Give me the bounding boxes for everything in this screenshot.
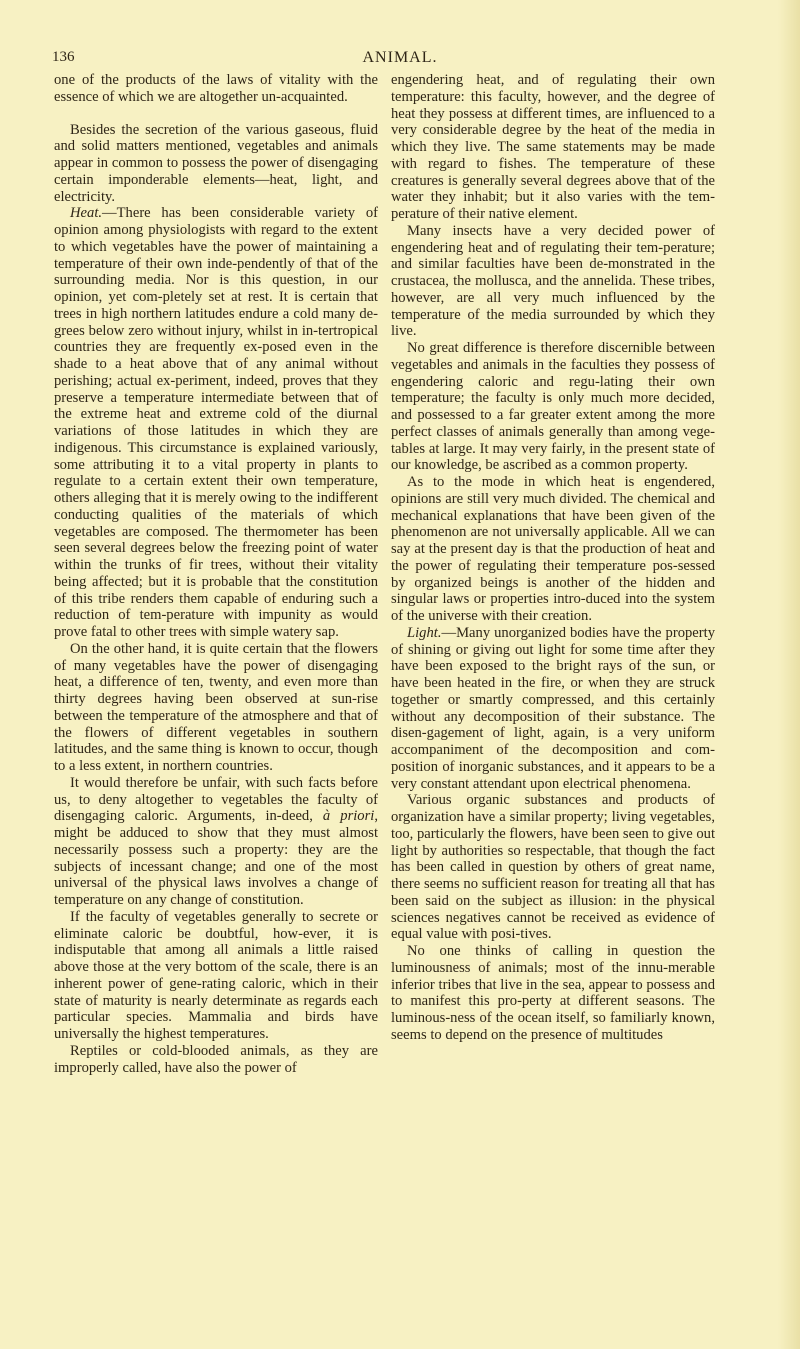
paragraph: Reptiles or cold-blooded animals, as they are improperly called, have also the power of (54, 1042, 378, 1076)
paragraph: Many insects have a very decided power of engendering heat and of regulating their tem-perature; and similar faculties have been de-monstrated in the crustacea, the mollusca, and the annelida. These tribes, however, are all very much influenced by the temperature of the media surrounded by which they live. (391, 222, 715, 340)
paragraph-light (391, 625, 715, 793)
paragraph (54, 775, 378, 909)
paragraph-heat (54, 205, 378, 641)
paragraph: No one thinks of calling in question the luminousness of animals; most of the innu-merable inferior tribes that live in the sea, appear to possess and to manifest this pro-perty at different seasons. The luminous-ness of the ocean itself, so familiarly known, seems to depend on the presence of multitudes (391, 943, 715, 1043)
paragraph-text: —There has been considerable variety of opinion among physiologists with regard to the extent to which vegetables have the power of maintaining a temperature of their own inde-pendently of that of the surrounding media. Nor is this question, in our opinion, yet com-pletely set at rest. It is certain that trees in high northern latitudes endure a cold many de-grees below zero without injury, whilst in in-tertropical countries they are frequently ex-posed even in the shade to a heat above that of any animal without perishing; actual ex-periment, indeed, proves that they preserve a temperature intermediate between that of the extreme heat and extreme cold of the diurnal variations of those latitudes in which they are indigenous. This circumstance is explained variously, some attributing it to a vital property in plants to regulate to a certain extent their own temperature, others alleging that it is merely owing to the indifferent conducting qualities of the materials of which vegetables are composed. The thermometer has been seen several degrees below the freezing point of water within the trunks of fir trees, without their vitality being affected; but it is probable that the constitution of this tribe renders them capable of enduring such a reduction of tem-perature with impunity as would prove fatal to other trees with simple watery sap. (54, 205, 378, 640)
running-title: ANIMAL. (362, 49, 438, 66)
paragraph: As to the mode in which heat is engendered, opinions are still very much divided. The chemical and mechanical explanations that have been given of the phenomenon are not universally applicable. All we can say at the present day is that the production of heat and the power of regulating their temperature pos-sessed by organized beings is another of the hidden and singular laws or properties intro-duced into the system of the universe with their creation. (391, 474, 715, 624)
page-edge-shadow (778, 0, 800, 1349)
paragraph-text: It would therefore be unfair, with such facts before us, to deny altogether to vegetables the faculty of disengaging caloric. Arguments, in-deed, (54, 774, 378, 825)
paragraph: No great difference is therefore discernible between vegetables and animals in the faculties they possess of engendering caloric and regu-lating their own temperature; the faculty is only much more decided, and possessed to a far greater extent among the more perfect classes of animals generally than among vege-tables at large. It may very fairly, in the present state of our knowledge, be ascribed as a common property. (391, 340, 715, 474)
paragraph: one of the products of the laws of vitality with the essence of which we are altogether un-acquainted. (54, 72, 378, 105)
paragraph: If the faculty of vegetables generally to secrete or eliminate caloric be doubtful, how-ever, it is indisputable that among all animals a little raised above those at the very bottom of the scale, there is an inherent power of gene-rating caloric, which in their state of maturity is nearly determinate as regards each particular species. Mammalia and birds have universally the highest temperatures. (54, 908, 378, 1042)
left-column (54, 72, 378, 1076)
italic-phrase: à priori (322, 808, 375, 825)
paragraph-text: —Many unorganized bodies have the property of shining or giving out light for some time after they have been exposed to the bright rays of the sun, or have been heated in the fire, or when they are struck together or smartly compressed, and this certainly without any decomposition of their substance. The disen-gagement of light, again, is a very uniform accompaniment of the decomposition and com-position of inorganic substances, and it appears to be a very constant attendant upon electrical phenomena. (391, 624, 715, 792)
section-heading-light: Light. (407, 624, 442, 641)
paragraph: Various organic substances and products of organization have a similar property; living vegetables, too, particularly the flowers, have been seen to give out light by authorities so respectable, that though the fact has been called in question by others of great name, there seems no sufficient reason for treating all that has been said on the subject as illusion: in the physical sciences negatives cannot be received as evidence of equal value with posi-tives. (391, 792, 715, 943)
paragraph: engendering heat, and of regulating their own temperature: this faculty, however, and the degree of heat they possess at different times, are influenced to a very considerable degree by the heat of the media in which they live. The same statements may be made with regard to fishes. The temperature of these creatures is generally several degrees above that of the water they inhabit; but it also varies with the tem-perature of their native element. (391, 72, 715, 222)
page-number: 136 (52, 49, 75, 65)
section-heading-heat: Heat. (70, 205, 103, 222)
paragraph: Besides the secretion of the various gaseous, fluid and solid matters mentioned, vegetables and animals appear in common to possess the power of disengaging certain imponderable elements—heat, light, and electricity. (54, 121, 378, 205)
right-column (391, 72, 715, 1044)
paragraph-text: , might be adduced to show that they must almost necessarily possess such a property: they are the subjects of incessant change; and one of the most universal of the physical laws involves a change of temperature on any change of constitution. (54, 808, 378, 908)
paragraph: On the other hand, it is quite certain that the flowers of many vegetables have the power of disengaging heat, a difference of ten, twenty, and even more than thirty degrees having been observed at sun-rise between the temperature of the atmosphere and that of the flowers of different vegetables in southern latitudes, and the same thing is known to occur, though to a less extent, in northern countries. (54, 640, 378, 774)
